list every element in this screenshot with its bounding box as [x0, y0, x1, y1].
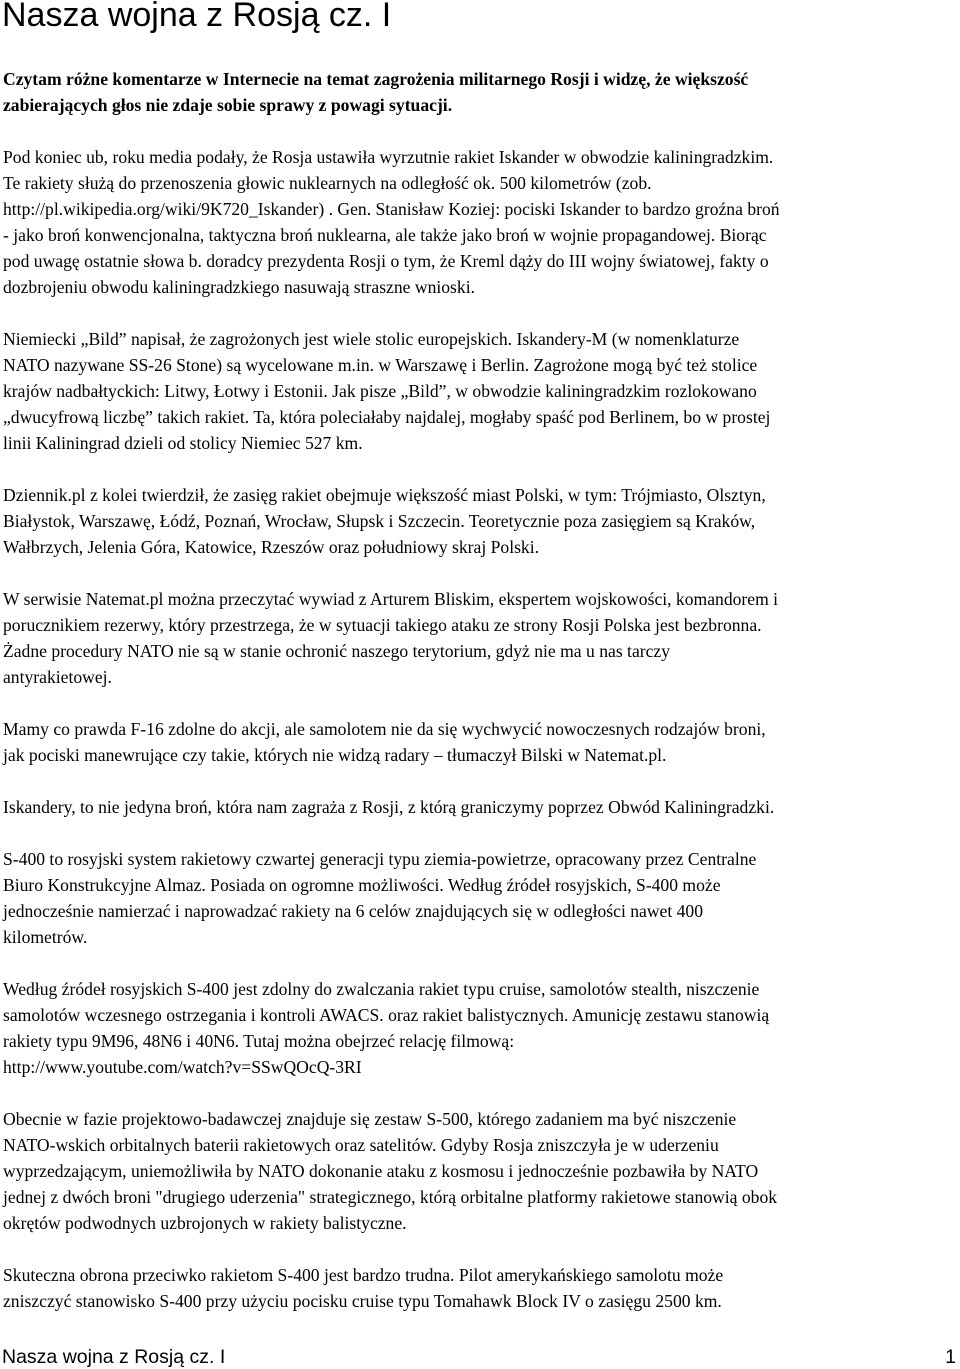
text-line: [3, 1184, 959, 1210]
text-line: [3, 248, 959, 274]
text-line: [3, 430, 959, 456]
line-text: W serwisie Natemat.pl można przeczytać wywiad z Arturem Bliskim, ekspertem wojskowości, komandorem i: [3, 589, 779, 609]
line-text: wyprzedzającym, uniemożliwiła by NATO dokonanie ataku z kosmosu i jednocześnie pozbawiła by NATO: [3, 1161, 759, 1181]
text-line: [3, 66, 959, 92]
text-line: [3, 196, 959, 222]
line-text: krajów nadbałtyckich: Litwy, Łotwy i Estonii. Jak pisze „Bild”, w obwodzie kaliningradzkim rozlokowano: [3, 381, 757, 401]
line-text: dozbrojeniu obwodu kaliningradzkiego nasuwają straszne wnioski.: [3, 277, 475, 297]
text-line: [3, 1002, 959, 1028]
line-text: Te rakiety służą do przenoszenia głowic nuklearnych na odległość ok. 500 kilometrów (zob.: [3, 173, 652, 193]
text-line: [3, 1158, 959, 1184]
paragraph: [3, 144, 959, 300]
text-line: [3, 716, 959, 742]
line-text: porucznikiem rezerwy, który przestrzega, że w sytuacji takiego ataku ze strony Rosji Polska jest bezbronna.: [3, 615, 762, 635]
text-line: [3, 586, 959, 612]
line-text: Niemiecki „Bild” napisał, że zagrożonych jest wiele stolic europejskich. Iskandery-M (w nomenklaturze: [3, 329, 740, 349]
line-text: Według źródeł rosyjskich S-400 jest zdolny do zwalczania rakiet typu cruise, samolotów stealth, niszczenie: [3, 979, 760, 999]
text-line: [3, 976, 959, 1002]
page-title: Nasza wojna z Rosją cz. I: [2, 0, 392, 34]
text-line: [3, 1210, 959, 1236]
text-line: [3, 794, 959, 820]
paragraph: [3, 1262, 959, 1314]
paragraph: [3, 586, 959, 690]
line-text: jednocześnie namierzać i naprowadzać rakiety na 6 celów znajdujących się w odległości nawet 400: [3, 901, 704, 921]
text-line: [3, 144, 959, 170]
page-number: 1: [945, 1346, 956, 1368]
text-line: [3, 92, 959, 118]
text-line: [3, 846, 959, 872]
line-text: Mamy co prawda F-16 zdolne do akcji, ale samolotem nie da się wychwycić nowoczesnych rodzajów broni,: [3, 719, 766, 739]
text-line: [3, 1054, 959, 1080]
text-line: [3, 534, 959, 560]
line-text: Wałbrzych, Jelenia Góra, Katowice, Rzeszów oraz południowy skraj Polski.: [3, 537, 540, 557]
text-line: [3, 612, 959, 638]
line-text: Dziennik.pl z kolei twierdził, że zasięg rakiet obejmuje większość miast Polski, w tym: Trójmiasto, Olsztyn,: [3, 485, 766, 505]
footer-title: Nasza wojna z Rosją cz. I: [2, 1346, 226, 1368]
paragraph: [3, 716, 959, 768]
line-text: Czytam różne komentarze w Internecie na temat zagrożenia militarnego Rosji i widzę, że większość: [3, 69, 749, 89]
text-line: [3, 638, 959, 664]
lead-paragraph: [3, 66, 959, 118]
line-text: Żadne procedury NATO nie są w stanie ochronić naszego terytorium, gdyż nie ma u nas tarczy: [3, 641, 671, 661]
line-text: http://www.youtube.com/watch?v=SSwQOcQ-3RI: [3, 1057, 362, 1077]
line-text: rakiety typu 9M96, 48N6 i 40N6. Tutaj można obejrzeć relację filmową:: [3, 1031, 515, 1051]
line-text: pod uwagę ostatnie słowa b. doradcy prezydenta Rosji o tym, że Kreml dąży do III wojny światowej, fakty o: [3, 251, 769, 271]
text-line: [3, 664, 959, 690]
page-footer: [2, 1345, 956, 1369]
text-line: [3, 898, 959, 924]
line-text: Białystok, Warszawę, Łódź, Poznań, Wrocław, Słupsk i Szczecin. Teoretycznie poza zasięgiem są Kraków,: [3, 511, 756, 531]
text-line: [3, 274, 959, 300]
line-text: linii Kaliningrad dzieli od stolicy Niemiec 527 km.: [3, 433, 363, 453]
text-line: [3, 1028, 959, 1054]
text-line: [3, 378, 959, 404]
text-line: [3, 1288, 959, 1314]
paragraph: [3, 1106, 959, 1236]
text-line: [3, 1132, 959, 1158]
line-text: http://pl.wikipedia.org/wiki/9K720_Iskander) . Gen. Stanisław Koziej: pociski Iskander to bardzo groźna broń: [3, 199, 780, 219]
line-text: Pod koniec ub, roku media podały, że Rosja ustawiła wyrzutnie rakiet Iskander w obwodzie kaliningradzkim.: [3, 147, 774, 167]
text-line: [3, 924, 959, 950]
line-text: zniszczyć stanowisko S-400 przy użyciu pocisku cruise typu Tomahawk Block IV o zasięgu 2500 km.: [3, 1291, 722, 1311]
paragraph: [3, 482, 959, 560]
line-text: zabierających głos nie zdaje sobie sprawy z powagi sytuacji.: [3, 95, 453, 115]
text-line: [3, 404, 959, 430]
line-text: NATO-wskich orbitalnych baterii rakietowych oraz satelitów. Gdyby Rosja zniszczyła je w uderzeniu: [3, 1135, 719, 1155]
line-text: kilometrów.: [3, 927, 88, 947]
line-text: NATO nazywane SS-26 Stone) są wycelowane m.in. w Warszawę i Berlin. Zagrożone mogą być też stolice: [3, 355, 758, 375]
line-text: Iskandery, to nie jedyna broń, która nam zagraża z Rosji, z którą graniczymy poprzez Obwód Kaliningradzki.: [3, 797, 775, 817]
line-text: okrętów podwodnych uzbrojonych w rakiety balistyczne.: [3, 1213, 407, 1233]
line-text: - jako broń konwencjonalna, taktyczna broń nuklearna, ale także jako broń w wojnie propagandowej. Biorąc: [3, 225, 767, 245]
text-line: [3, 222, 959, 248]
text-line: [3, 352, 959, 378]
line-text: jak pociski manewrujące czy takie, których nie widzą radary – tłumaczył Bilski w Natemat.pl.: [3, 745, 667, 765]
line-text: antyrakietowej.: [3, 667, 112, 687]
text-line: [3, 508, 959, 534]
line-text: S-400 to rosyjski system rakietowy czwartej generacji typu ziemia-powietrze, opracowany przez Centralne: [3, 849, 757, 869]
text-line: [3, 742, 959, 768]
text-line: [3, 872, 959, 898]
paragraph: [3, 846, 959, 950]
text-line: [3, 1262, 959, 1288]
paragraph: [3, 326, 959, 456]
line-text: „dwucyfrową liczbę” takich rakiet. Ta, która poleciałaby najdalej, mogłaby spaść pod Berlinem, bo w prostej: [3, 407, 771, 427]
text-line: [3, 1106, 959, 1132]
line-text: Biuro Konstrukcyjne Almaz. Posiada on ogromne możliwości. Według źródeł rosyjskich, S-400 może: [3, 875, 721, 895]
line-text: samolotów wczesnego ostrzegania i kontroli AWACS. oraz rakiet balistycznych. Amunicję zestawu stanowią: [3, 1005, 770, 1025]
text-line: [3, 482, 959, 508]
paragraph: [3, 794, 959, 820]
text-line: [3, 326, 959, 352]
line-text: Skuteczna obrona przeciwko rakietom S-400 jest bardzo trudna. Pilot amerykańskiego samolotu może: [3, 1265, 724, 1285]
article-body: [3, 66, 959, 1340]
line-text: Obecnie w fazie projektowo-badawczej znajduje się zestaw S-500, którego zadaniem ma być niszczenie: [3, 1109, 737, 1129]
paragraph: [3, 976, 959, 1080]
line-text: jednej z dwóch broni "drugiego uderzenia" strategicznego, którą orbitalne platformy rakietowe stanowią obok: [3, 1187, 778, 1207]
text-line: [3, 170, 959, 196]
